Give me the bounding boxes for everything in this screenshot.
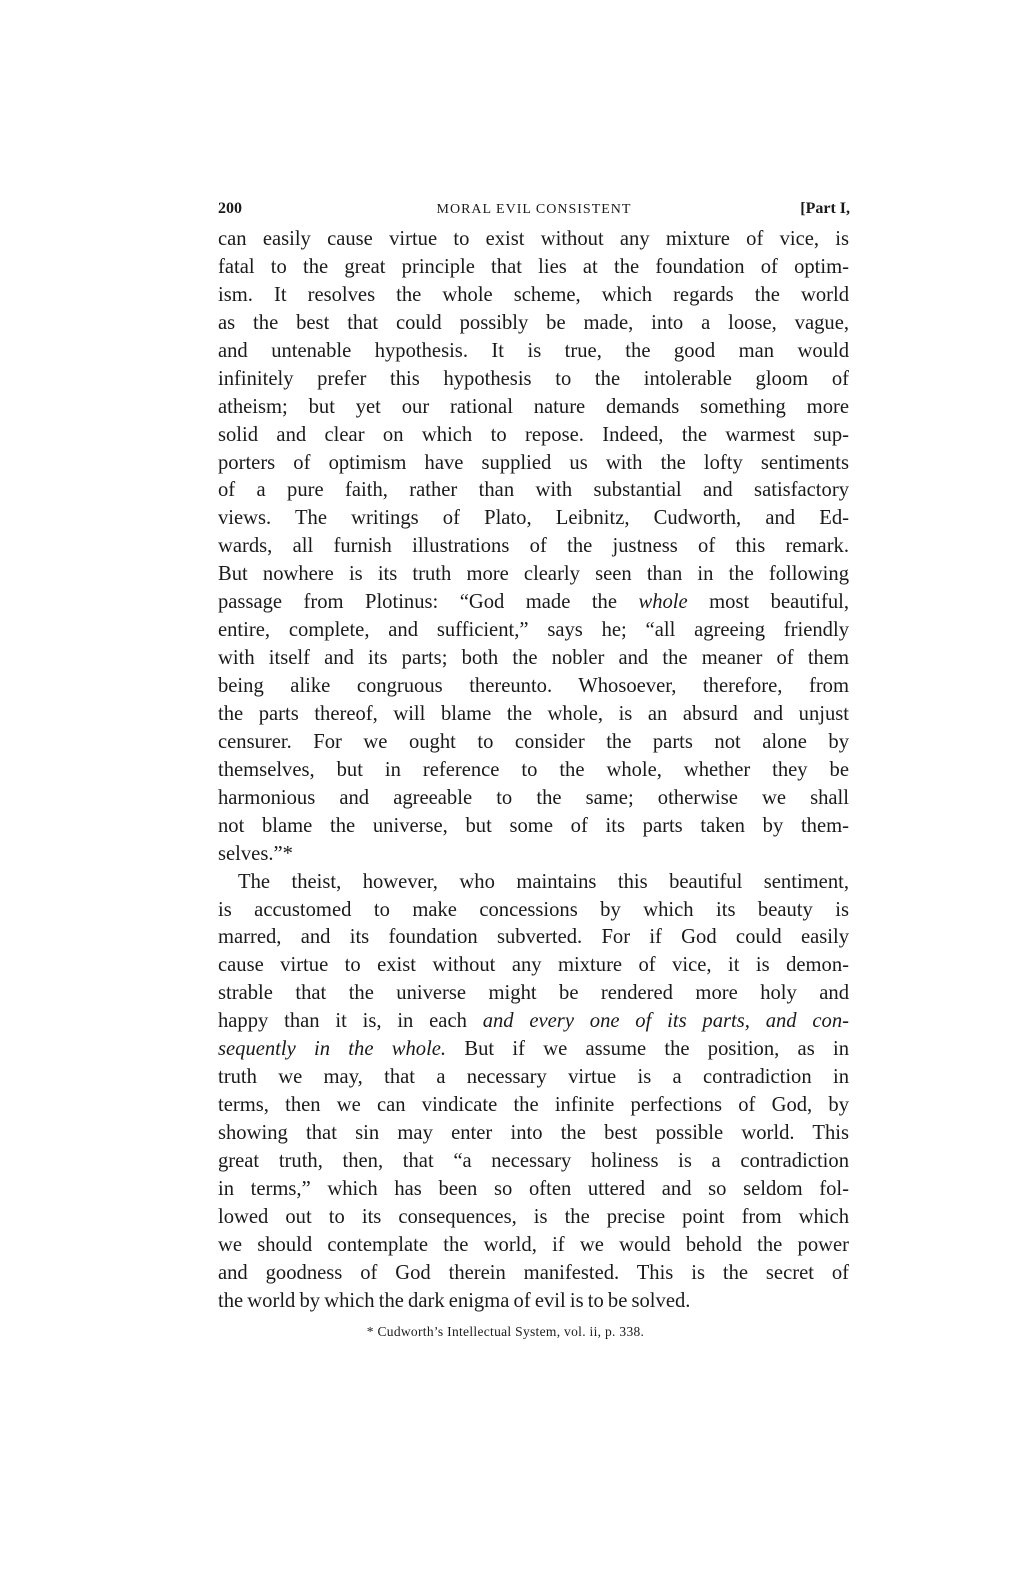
text-segment: But nowhere is its truth more clearly seen than in the following — [218, 563, 849, 586]
text-segment: most beautiful, — [687, 591, 849, 614]
text-line — [218, 897, 849, 925]
text-line — [218, 813, 849, 841]
text-segment: selves.”* — [218, 842, 293, 865]
text-segment: and untenable hypothesis. It is true, the good man would — [218, 339, 849, 362]
text-segment: wards, all furnish illustrations of the justness of this remark. — [218, 535, 849, 558]
page-number: 200 — [218, 200, 242, 217]
text-line — [218, 1204, 849, 1232]
text-line — [218, 366, 849, 394]
text-line — [218, 841, 849, 869]
text-segment: can easily cause virtue to exist without any mixture of vice, is — [218, 228, 849, 250]
text-line — [218, 924, 849, 952]
text-line — [218, 1176, 849, 1204]
text-line — [218, 1148, 849, 1176]
text-line — [218, 645, 849, 673]
body-text — [218, 226, 849, 1316]
text-segment: cause virtue to exist without any mixture of vice, it is demon- — [218, 954, 849, 977]
footnote: * Cudworth’s Intellectual System, vol. ii, p. 338. — [366, 1324, 645, 1339]
text-segment: passage from Plotinus: “God made the — [218, 591, 639, 614]
text-line — [218, 254, 849, 282]
text-line — [218, 729, 849, 757]
text-segment: marred, and its foundation subverted. For if God could easily — [218, 926, 849, 949]
text-segment: and goodness of God therein manifested. This is the secret of — [218, 1261, 849, 1284]
text-line — [218, 952, 849, 980]
text-segment: porters of optimism have supplied us with the lofty sentiments — [218, 451, 849, 474]
text-line — [218, 1008, 849, 1036]
text-segment: not blame the universe, but some of its parts taken by them- — [218, 814, 849, 837]
text-segment: the world by which the dark enigma of evil is to be solved. — [218, 1289, 691, 1312]
text-line — [218, 338, 849, 366]
italic-text: and every one of its parts, and con- — [482, 1010, 849, 1033]
text-segment: solid and clear on which to repose. Indeed, the warmest sup- — [218, 423, 849, 446]
text-line — [218, 1064, 849, 1092]
text-line — [218, 757, 849, 785]
text-segment: happy than it is, in each — [218, 1010, 483, 1033]
text-segment: themselves, but in reference to the whole, whether they be — [218, 758, 849, 781]
text-line — [218, 422, 849, 450]
text-segment: atheism; but yet our rational nature demands something more — [218, 395, 849, 418]
text-segment: fatal to the great principle that lies at the foundation of optim- — [218, 255, 849, 278]
text-segment: strable that the universe might be rendered more holy and — [218, 982, 849, 1005]
text-line — [218, 1092, 849, 1120]
text-line — [218, 450, 849, 478]
text-segment: censurer. For we ought to consider the parts not alone by — [218, 730, 849, 753]
text-segment: The theist, however, who maintains this beautiful sentiment, — [238, 870, 849, 893]
text-line — [218, 1288, 849, 1316]
text-segment: showing that sin may enter into the best possible world. This — [218, 1122, 849, 1144]
text-segment: we should contemplate the world, if we would behold the power — [218, 1233, 849, 1256]
text-segment: is accustomed to make concessions by which its beauty is — [218, 898, 849, 921]
italic-text: whole — [638, 591, 688, 614]
text-line — [218, 477, 849, 505]
text-segment: terms, then we can vindicate the infinite perfections of God, by — [218, 1094, 849, 1117]
text-segment: But if we assume the position, as in — [446, 1038, 849, 1061]
text-line — [218, 617, 849, 645]
text-line — [218, 561, 849, 589]
text-segment: infinitely prefer this hypothesis to the intolerable gloom of — [218, 367, 849, 390]
text-line — [218, 701, 849, 729]
text-line — [218, 282, 849, 310]
text-line — [218, 226, 849, 254]
text-segment: ism. It resolves the whole scheme, which regards the world — [218, 283, 849, 306]
italic-text: sequently in the whole. — [218, 1038, 447, 1061]
text-line — [218, 673, 849, 701]
text-segment: truth we may, that a necessary virtue is a contradiction in — [218, 1066, 849, 1089]
text-segment: with itself and its parts; both the nobler and the meaner of them — [218, 647, 849, 670]
text-line — [218, 310, 849, 338]
text-segment: in terms,” which has been so often uttered and so seldom fol- — [218, 1177, 849, 1200]
text-segment: being alike congruous thereunto. Whosoever, therefore, from — [218, 675, 849, 697]
text-segment: of a pure faith, rather than with substantial and satisfactory — [218, 479, 849, 502]
text-segment: harmonious and agreeable to the same; otherwise we shall — [218, 786, 849, 809]
text-segment: entire, complete, and sufficient,” says he; “all agreeing friendly — [218, 619, 849, 642]
part-label: [Part I, — [800, 200, 850, 217]
text-segment: as the best that could possibly be made, into a loose, vague, — [218, 311, 849, 334]
text-line — [218, 1232, 849, 1260]
text-line — [218, 869, 849, 897]
running-title: MORAL EVIL CONSISTENT — [436, 202, 632, 217]
text-segment: great truth, then, that “a necessary holiness is a contradiction — [218, 1149, 849, 1172]
text-line — [218, 505, 849, 533]
text-segment: views. The writings of Plato, Leibnitz, Cudworth, and Ed- — [218, 507, 849, 530]
text-line — [218, 785, 849, 813]
text-line — [218, 1260, 849, 1288]
running-header — [218, 200, 850, 224]
text-line — [218, 1036, 849, 1064]
text-line — [218, 533, 849, 561]
text-line — [218, 980, 849, 1008]
text-line — [218, 589, 849, 617]
text-line — [218, 394, 849, 422]
text-segment: lowed out to its consequences, is the precise point from which — [218, 1205, 849, 1228]
text-line — [218, 1120, 849, 1148]
text-segment: the parts thereof, will blame the whole, is an absurd and unjust — [218, 702, 849, 725]
